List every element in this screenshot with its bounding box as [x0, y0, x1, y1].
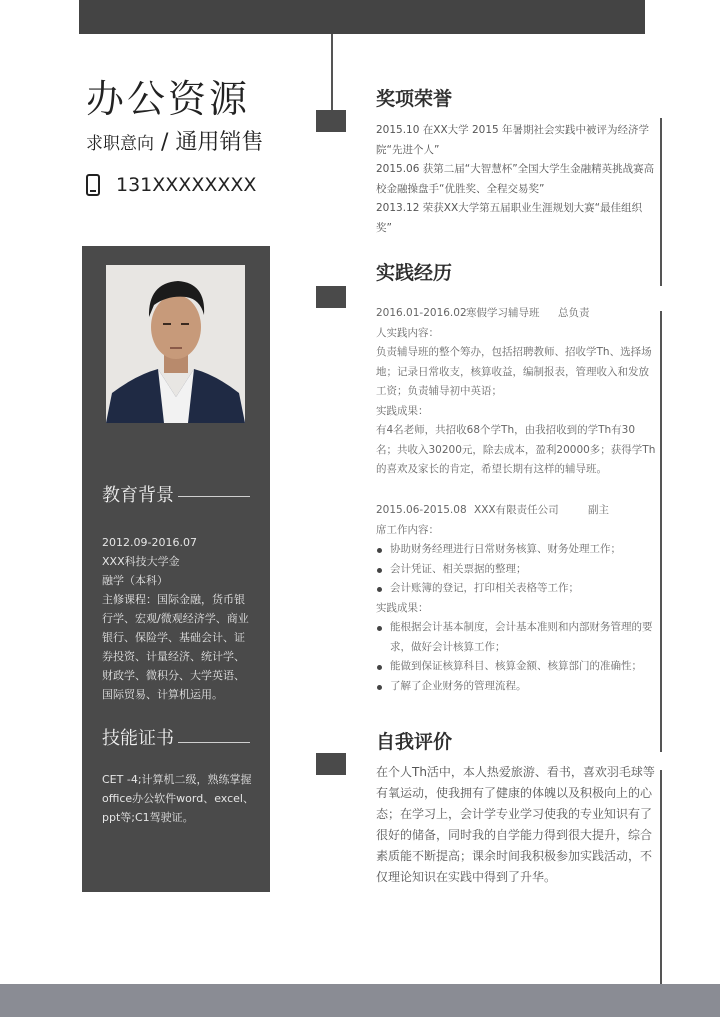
timeline-line-self: [660, 770, 662, 1000]
job-1-result: 有4名老师，共招收68个学Th，由我招收到的学Th有30名；共收入30200元，除去成本，盈利20000多；获得学Th的喜欢及家长的肯定，希望长期有这样的辅导班。: [376, 424, 656, 475]
education-major: 融学（本科）: [102, 574, 168, 587]
bottom-footer-bar: [0, 984, 720, 1017]
timeline-connector: [331, 34, 333, 110]
skills-title: 技能证书: [102, 728, 174, 749]
education-school: XXX科技大学金: [102, 555, 180, 568]
self-eval-text: 在个人Th活中，本人热爱旅游、看书，喜欢羽毛球等有氧运动，使我拥有了健康的体魄以及积极向上的心态；在学习上，会计学专业学习使我的专业知识有了很好的储备，同时我的自学能力得到很大提升，综合素质能不断提高；课余时间我积极参加实践活动，不仅理论知识在实践中得到了升华。: [376, 765, 655, 884]
practice-title: 实践经历: [376, 262, 453, 284]
list-item: 能根据会计基本制度，会计基本准则和内部财务管理的要求，做好会计核算工作；: [376, 618, 656, 657]
list-item: 能做到保证核算科目、核算金额、核算部门的准确性；: [376, 657, 656, 677]
profile-photo: [106, 265, 245, 423]
timeline-line-practice: [660, 311, 662, 752]
intent-label: 求职意向: [86, 134, 154, 154]
education-title-rule: [178, 496, 250, 497]
education-details: [102, 533, 254, 704]
job-2-header: [376, 501, 656, 521]
self-eval-title: 自我评价: [376, 731, 453, 753]
job-2-duties: [376, 540, 656, 599]
education-period: 2012.09-2016.07: [102, 536, 197, 549]
job-2-content-label: 席工作内容：: [376, 523, 439, 536]
job-2-role: 副主: [588, 504, 609, 516]
list-item: 会计账簿的登记，打印相关表格等工作；: [376, 579, 656, 599]
list-item: 了解了企业财务的管理流程。: [376, 677, 656, 697]
job-2-results: [376, 618, 656, 696]
job-1-content: 负责辅导班的整个筹办，包括招聘教师、招收学Th、选择场地；记录日常收支，核算收益，编制报表，管理收入和发放工资；负责辅导初中英语；: [376, 346, 652, 397]
list-item: 会计凭证、相关票据的整理；: [376, 560, 656, 580]
job-1-content-label: 人实践内容：: [376, 326, 439, 339]
job-1-period: 2016.01-2016.02: [376, 307, 467, 319]
intent-value: 通用销售: [175, 130, 264, 155]
practice-job-2: [376, 501, 656, 696]
practice-marker: [316, 286, 346, 308]
job-2-period: 2015.06-2015.08: [376, 504, 467, 516]
job-1-org: 寒假学习辅导班: [466, 307, 540, 319]
job-1-role: 总负责: [558, 307, 590, 319]
award-item: 2013.12 荣获XX大学第五届职业生涯规划大赛“最佳组织奖”: [376, 202, 643, 234]
job-1-header: [376, 304, 656, 324]
list-item: 协助财务经理进行日常财务核算、财务处理工作；: [376, 540, 656, 560]
phone-number: 131XXXXXXXX: [116, 174, 257, 196]
award-item: 2015.06 获第二届“大智慧杯”全国大学生金融精英挑战赛高校金融操盘手“优胜奖、全程交易奖”: [376, 163, 655, 195]
intent-separator: /: [154, 130, 176, 155]
awards-title: 奖项荣誉: [376, 88, 453, 110]
self-eval-marker: [316, 753, 346, 775]
phone-row: [86, 170, 256, 200]
education-courses: 主修课程：国际金融，货币银行学、宏观/微观经济学、商业银行、保险学、基础会计、证券投资、计量经济、统计学、财政学、微积分、大学英语、国际贸易、计算机运用。: [102, 593, 249, 701]
awards-marker: [316, 110, 346, 132]
practice-job-1: [376, 304, 656, 480]
award-item: 2015.10 在XX大学 2015 年暑期社会实践中被评为经济学院“先进个人”: [376, 124, 650, 156]
candidate-name: 办公资源: [86, 77, 251, 121]
skills-text: CET -4;计算机二级，熟练掌握office办公软件word、excel、ppt等;C1驾驶证。: [102, 773, 254, 824]
job-intent: [86, 128, 263, 159]
top-banner-bar: [79, 0, 645, 34]
education-title: 教育背景: [102, 485, 174, 506]
job-1-result-label: 实践成果：: [376, 404, 429, 417]
job-2-org: XXX有限责任公司: [474, 504, 559, 516]
skills-title-rule: [178, 742, 250, 743]
timeline-line-awards: [660, 118, 662, 286]
sidebar-panel: [82, 246, 270, 892]
job-2-result-label: 实践成果：: [376, 601, 429, 614]
awards-list: [376, 121, 656, 238]
phone-icon: [86, 174, 100, 196]
